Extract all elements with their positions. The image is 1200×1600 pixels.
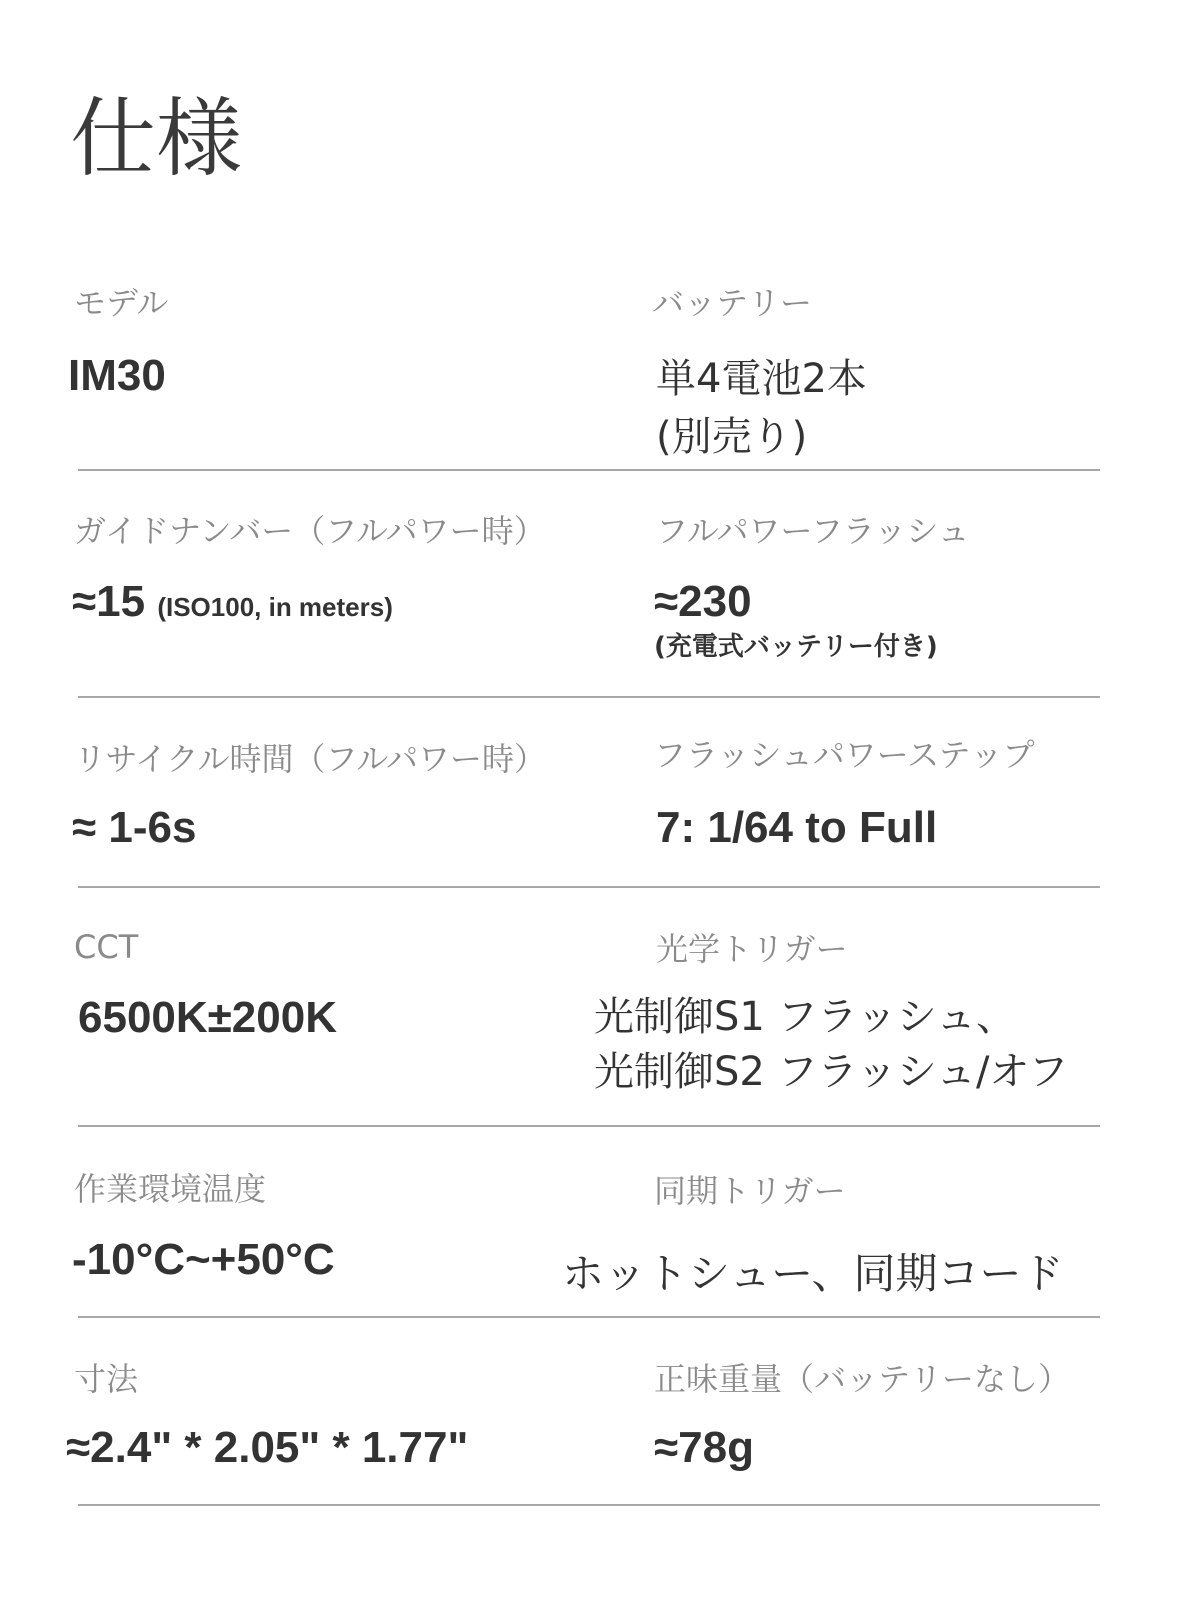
row-divider bbox=[78, 696, 1100, 698]
spec-value-full-power-flash-main: ≈230 bbox=[654, 577, 752, 626]
spec-label-optical-trigger: 光学トリガー bbox=[656, 930, 848, 968]
row-divider bbox=[78, 1125, 1100, 1127]
spec-value-optical-trigger bbox=[594, 990, 1068, 1100]
spec-value-operating-temperature: -10°C~+50°C bbox=[72, 1235, 335, 1284]
spec-label-net-weight: 正味重量（バッテリーなし） bbox=[654, 1360, 1071, 1398]
spec-label-sync-trigger: 同期トリガー bbox=[654, 1172, 846, 1210]
spec-value-flash-power-steps: 7: 1/64 to Full bbox=[656, 803, 938, 852]
spec-label-recycle-time: リサイクル時間（フルパワー時） bbox=[74, 740, 547, 778]
spec-value-optical-trigger-line2: 光制御S2 フラッシュ/オフ bbox=[594, 1049, 1069, 1096]
spec-value-cct: 6500K±200K bbox=[78, 993, 337, 1042]
spec-value-recycle-time: ≈ 1-6s bbox=[72, 803, 197, 852]
spec-label-model: モデル bbox=[74, 284, 169, 322]
spec-value-battery-line1: 単4電池2本 bbox=[656, 356, 867, 402]
spec-value-sync-trigger: ホットシュー、同期コード bbox=[562, 1249, 1064, 1298]
spec-value-model: IM30 bbox=[68, 351, 166, 400]
spec-value-full-power-flash bbox=[654, 574, 938, 665]
row-divider bbox=[78, 469, 1100, 471]
row-divider bbox=[78, 1504, 1100, 1506]
row-divider bbox=[78, 1316, 1100, 1318]
row-divider bbox=[78, 886, 1100, 888]
spec-label-full-power-flash: フルパワーフラッシュ bbox=[656, 512, 970, 550]
spec-value-dimensions: ≈2.4" * 2.05" * 1.77" bbox=[66, 1423, 469, 1472]
spec-value-net-weight: ≈78g bbox=[654, 1423, 754, 1472]
spec-value-guide-number bbox=[72, 574, 393, 629]
spec-value-battery-line2: (別売り) bbox=[656, 414, 808, 460]
spec-value-guide-number-main: ≈15 bbox=[72, 577, 146, 626]
spec-label-dimensions: 寸法 bbox=[74, 1360, 139, 1398]
spec-value-full-power-flash-sub: (充電式バッテリー付き) bbox=[654, 632, 938, 662]
spec-label-guide-number: ガイドナンバー（フルパワー時） bbox=[74, 512, 546, 550]
spec-label-operating-temperature: 作業環境温度 bbox=[74, 1170, 267, 1208]
spec-value-battery bbox=[656, 350, 867, 466]
spec-label-cct: CCT bbox=[74, 928, 139, 966]
spec-label-flash-power-steps: フラッシュパワーステップ bbox=[654, 736, 1035, 774]
spec-label-battery: バッテリー bbox=[652, 284, 813, 322]
page-title: 仕様 bbox=[70, 89, 242, 189]
spec-value-guide-number-note: (ISO100, in meters) bbox=[157, 592, 393, 622]
spec-value-optical-trigger-line1: 光制御S1 フラッシュ、 bbox=[594, 994, 1016, 1040]
